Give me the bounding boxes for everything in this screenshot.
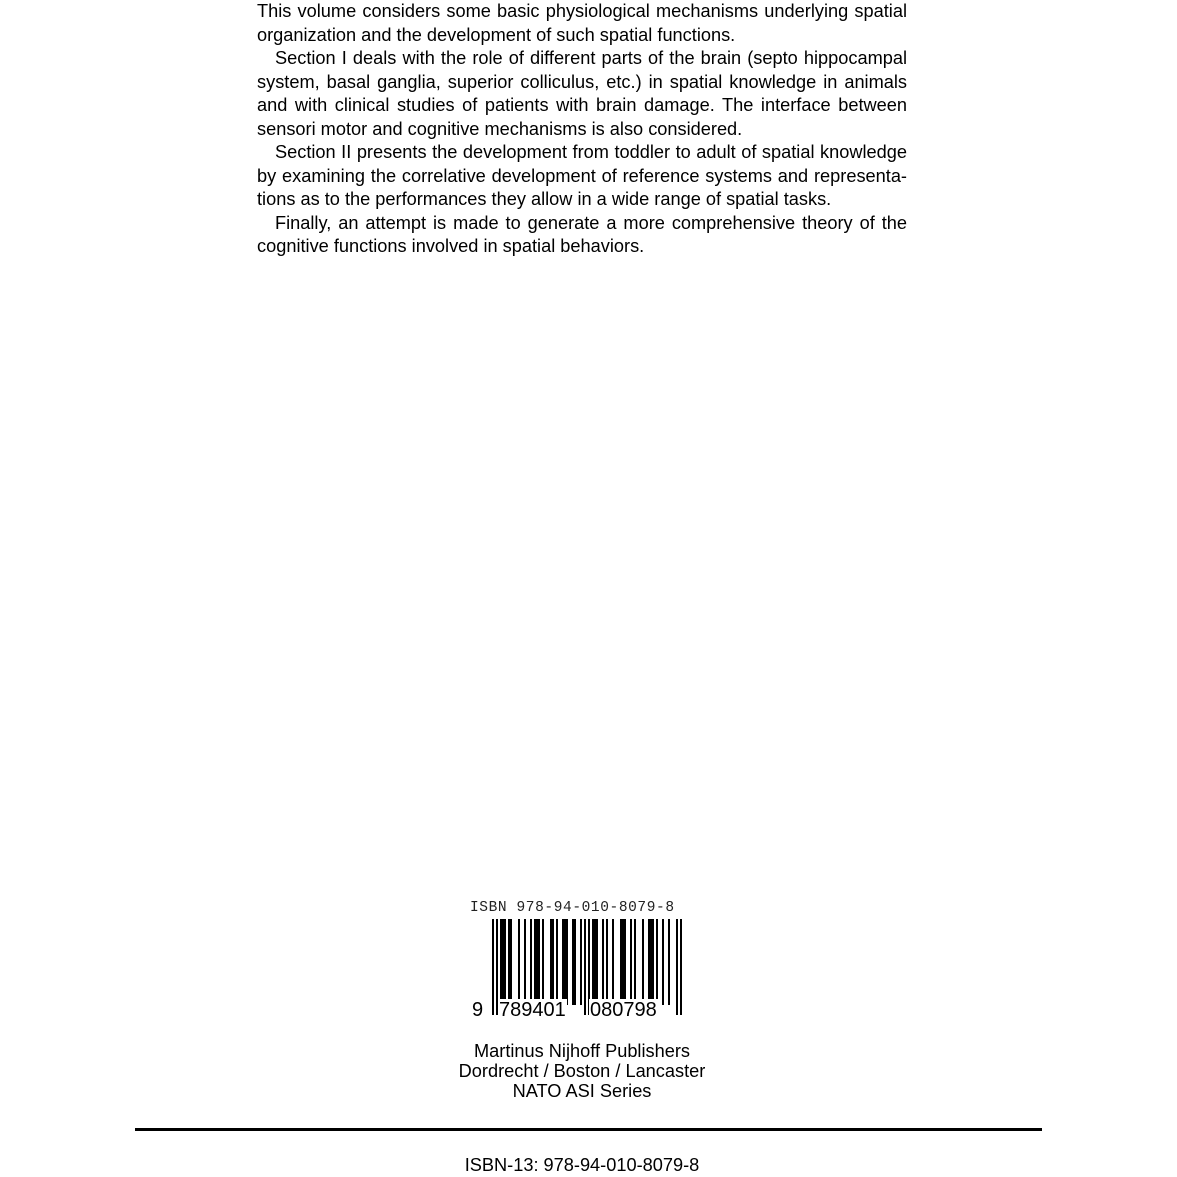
barcode-bar <box>620 919 626 1005</box>
barcode-lead-digit: 9 <box>472 999 484 1021</box>
text-line: This volume considers some basic physiological mechanisms underlying spatial <box>257 1 907 21</box>
barcode-isbn-label: ISBN 978-94-010-8079-8 <box>470 900 675 916</box>
isbn-barcode <box>470 900 695 1025</box>
publisher-block <box>380 1041 784 1101</box>
barcode-bar <box>662 919 664 1005</box>
barcode-bar <box>612 919 614 1005</box>
barcode-bar <box>630 919 632 1005</box>
barcode-bar <box>592 919 598 1005</box>
barcode-right-digits: 080798 <box>590 999 657 1021</box>
description-text <box>257 0 907 259</box>
barcode-bar <box>642 919 644 1005</box>
barcode-bar <box>634 919 636 1005</box>
barcode-bar <box>524 919 526 1005</box>
barcode-bar <box>542 919 544 1005</box>
text-line: Section I deals with the role of different parts of the brain (septo hippocampal <box>275 48 907 68</box>
barcode-bar <box>656 919 658 1005</box>
text-line: Finally, an attempt is made to generate a more comprehensive theory of the <box>275 212 907 233</box>
barcode-left-digits: 789401 <box>499 999 566 1021</box>
barcode-bar <box>572 919 576 1005</box>
text-line: by examining the correlative development of reference systems and representa- <box>257 165 907 186</box>
barcode-bar <box>518 919 520 1005</box>
barcode-bar <box>530 919 532 1005</box>
text-line: system, basal ganglia, superior colliculus, etc.) in spatial knowledge in animals <box>257 71 907 92</box>
text-line: sensori motor and cognitive mechanisms is also considered. <box>257 118 743 139</box>
publisher-series: NATO ASI Series <box>512 1081 652 1101</box>
barcode-bar <box>562 919 568 1005</box>
barcode-bar <box>500 919 506 1005</box>
publisher-cities: Dordrecht / Boston / Lancaster <box>458 1061 706 1081</box>
barcode-bar <box>602 919 604 1005</box>
barcode-bar <box>550 919 554 1005</box>
barcode-bar <box>580 919 582 1005</box>
text-line: organization and the development of such spatial functions. <box>257 24 736 45</box>
barcode-bar <box>556 919 558 1005</box>
barcode-bar <box>606 919 608 1005</box>
barcode-bar <box>508 919 512 1005</box>
horizontal-rule <box>135 1128 1042 1131</box>
barcode-digits <box>470 999 695 1023</box>
text-line: and with clinical studies of patients with brain damage. The interface between <box>257 95 907 115</box>
barcode-bar <box>534 919 540 1005</box>
isbn13-footer: ISBN-13: 978-94-010-8079-8 <box>464 1155 700 1175</box>
text-line: tions as to the performances they allow in a wide range of spatial tasks. <box>257 189 832 209</box>
publisher-name: Martinus Nijhoff Publishers <box>474 1041 690 1061</box>
text-line: Section II presents the development from toddler to adult of spatial knowledge <box>275 142 907 162</box>
barcode-bar <box>648 919 654 1005</box>
text-line: cognitive functions involved in spatial behaviors. <box>257 236 645 256</box>
barcode-bar <box>668 919 670 1005</box>
